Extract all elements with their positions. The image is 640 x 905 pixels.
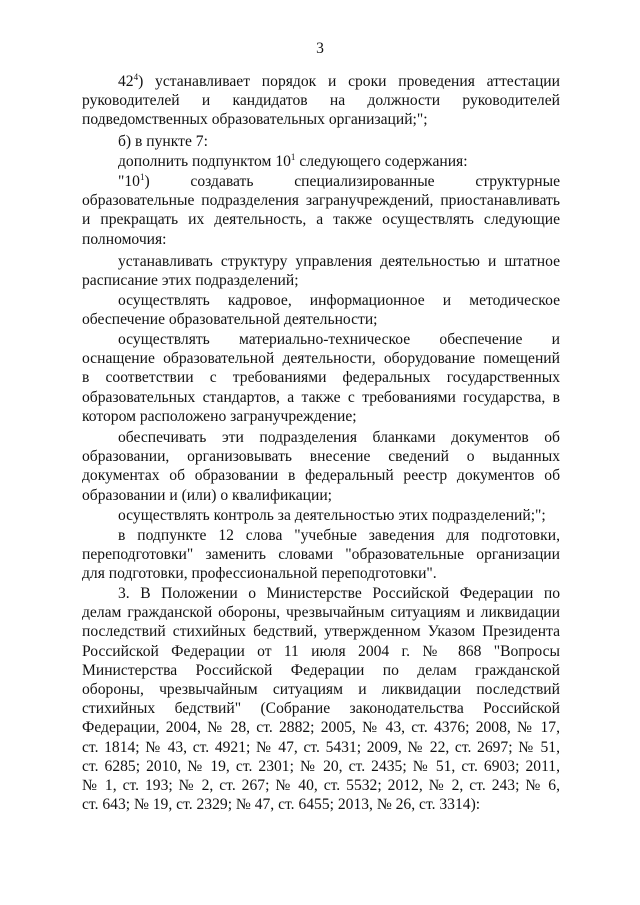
text-line: б) в пункте 7: — [118, 133, 208, 150]
text-span: "10 — [118, 173, 140, 190]
paragraph-10-1 — [82, 172, 560, 249]
paragraph-3-ministry — [82, 584, 560, 814]
text-span: ) устанавливает порядок и сроки проведения аттестации — [138, 73, 560, 90]
text-line — [82, 152, 560, 171]
page-number: 3 — [316, 40, 324, 57]
text-line: делам гражданской обороны, чрезвычайным ситуациям и ликвидации — [82, 604, 560, 622]
text-line: обеспечение образовательной деятельности; — [82, 311, 378, 329]
text-line: оснащение образовательной деятельности, оборудование помещений — [82, 350, 560, 368]
paragraph-structure — [82, 252, 560, 290]
text-line: в соответствии с требованиями федеральных государственных — [82, 369, 560, 387]
paragraph-b — [82, 132, 560, 151]
text-line: последствий стихийных бедствий, утвержденном Указом Президента — [82, 623, 560, 641]
text-line: обороны, чрезвычайным ситуациям и ликвидации последствий — [82, 681, 560, 699]
text-line: Российской Федерации от 11 июля 2004 г. № 868 "Вопросы — [82, 642, 560, 660]
text-line: и прекращать их деятельность, а также осуществлять следующие — [82, 211, 560, 229]
paragraph-add-subitem — [82, 152, 560, 171]
text-line: ст. 1814; № 43, ст. 4921; № 47, ст. 5431; 2009, № 22, ст. 2697; № 51, — [82, 738, 560, 756]
text-line: подведомственных образовательных организаций;"; — [82, 111, 428, 129]
text-line: осуществлять материально-техническое обеспечение и — [118, 331, 560, 348]
text-line: ст. 6285; 2010, № 19, ст. 2301; № 20, ст. 2435; № 51, ст. 6903; 2011, — [82, 757, 560, 775]
text-line: обеспечивать эти подразделения бланками документов об — [118, 429, 560, 446]
paragraph-forms — [82, 428, 560, 505]
text-line: образовательные подразделения загранучреждений, приостанавливать — [82, 192, 560, 210]
text-line — [82, 72, 560, 91]
text-line — [82, 172, 560, 191]
superscript: 4 — [133, 72, 139, 82]
text-line: в подпункте 12 слова "учебные заведения для подготовки, — [118, 527, 560, 544]
text-line: 3. В Положении о Министерстве Российской Федерации по — [118, 585, 560, 602]
paragraph-equipment — [82, 330, 560, 426]
text-line: расписание этих подразделений; — [82, 272, 299, 290]
text-span: ) создавать специализированные структурные — [144, 173, 560, 190]
text-line: осуществлять кадровое, информационное и методическое — [118, 292, 560, 309]
paragraph-control — [82, 506, 560, 525]
text-line: № 1, ст. 193; № 2, ст. 267; № 40, ст. 5532; 2012, № 2, ст. 243; № 6, — [82, 777, 560, 795]
superscript: 1 — [290, 152, 296, 162]
text-line: Министерства Российской Федерации по делам гражданской — [82, 661, 560, 679]
text-line: руководителей и кандидатов на должности руководителей — [82, 92, 560, 110]
paragraph-staff — [82, 291, 560, 329]
text-span: следующего содержания: — [295, 153, 468, 170]
text-line: устанавливать структуру управления деятельностью и штатное — [118, 253, 560, 270]
text-line: стихийных бедствий" (Собрание законодательства Российской — [82, 700, 560, 718]
text-line: для подготовки, профессиональной переподготовки". — [82, 565, 437, 583]
superscript: 1 — [139, 172, 145, 182]
text-span: дополнить подпунктом 10 — [118, 153, 291, 170]
text-line: переподготовки" заменить словами "образовательные организации — [82, 546, 560, 564]
text-line: осуществлять контроль за деятельностью этих подразделений;"; — [118, 507, 546, 524]
item-number: 42 — [118, 73, 134, 90]
paragraph-subitem-12 — [82, 526, 560, 584]
text-line: котором расположено загранучреждение; — [82, 407, 357, 425]
paragraph-42-4 — [82, 72, 560, 130]
text-line: полномочия: — [82, 230, 167, 248]
text-line: Федерации, 2004, № 28, ст. 2882; 2005, № 43, ст. 4376; 2008, № 17, — [82, 719, 560, 737]
text-line: ст. 643; № 19, ст. 2329; № 47, ст. 6455; 2013, № 26, ст. 3314): — [82, 796, 481, 814]
text-line: документах об образовании в федеральный реестр документов об — [82, 467, 560, 485]
text-line: образовании, организовывать внесение сведений о выданных — [82, 448, 560, 466]
text-line: образовании и (или) о квалификации; — [82, 486, 333, 504]
text-line: образовательных стандартов, а также с требованиями государства, в — [82, 388, 560, 406]
